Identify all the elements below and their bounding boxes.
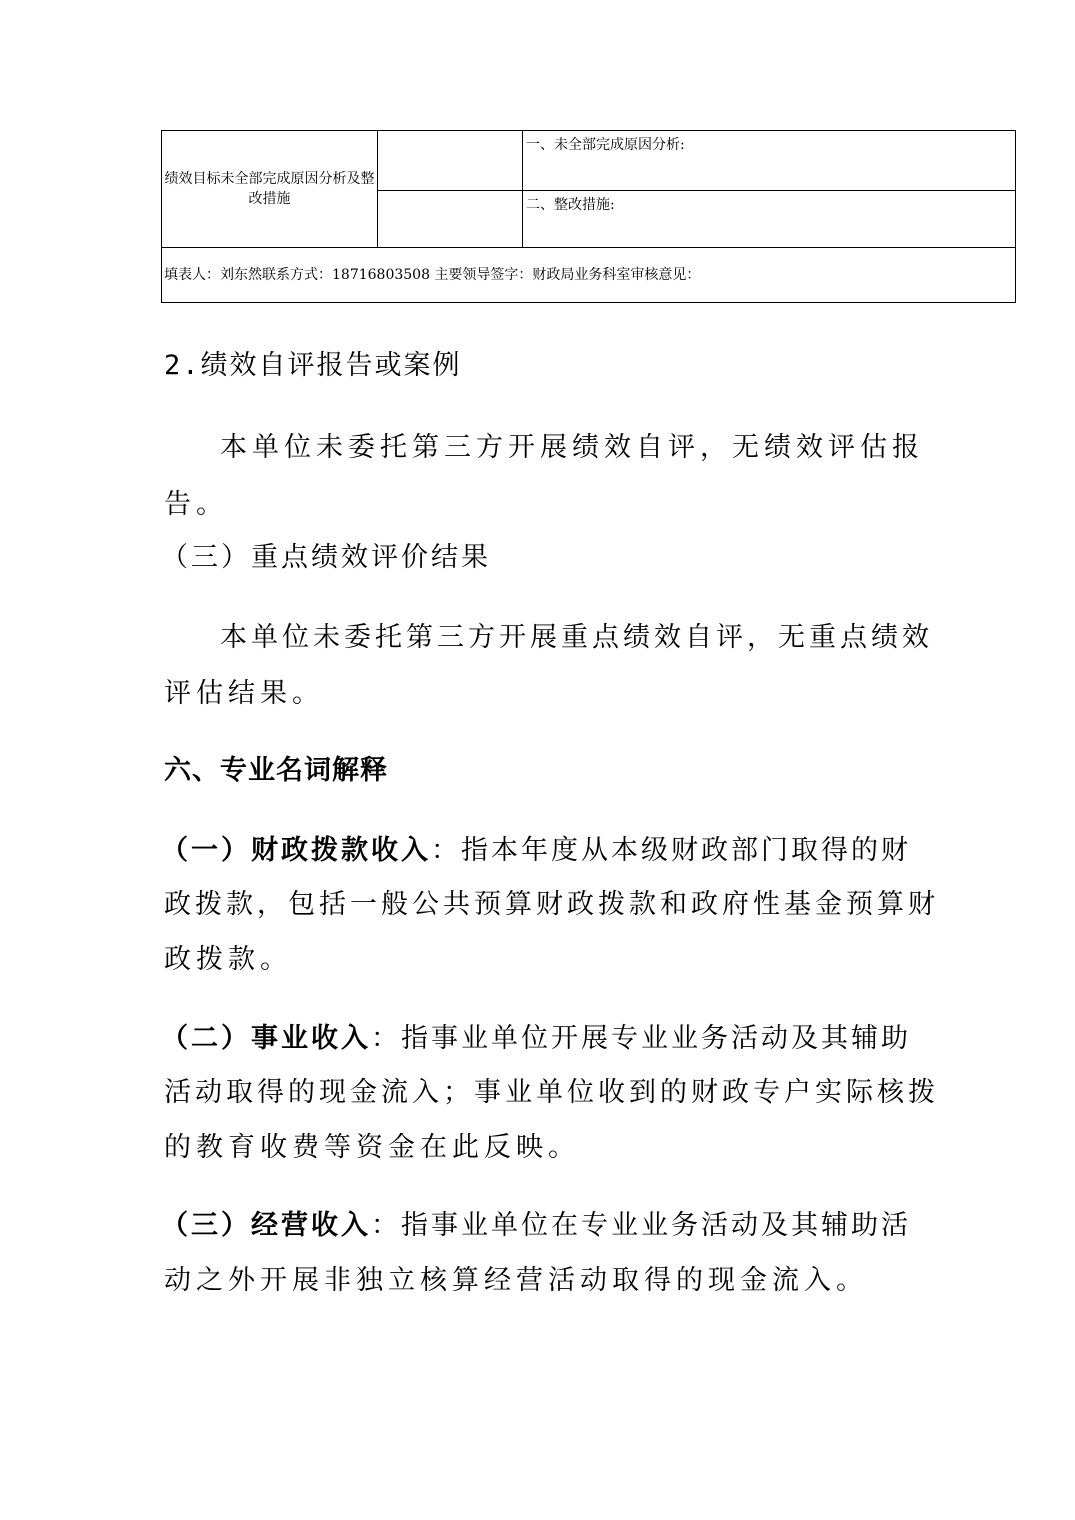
- blank-cell-2: [378, 191, 523, 248]
- glossary-item-2-definition-start: ：指事业单位开展专业业务活动及其辅助: [371, 1023, 911, 1054]
- glossary-item-2-line-2: 活动取得的现金流入；事业单位收到的财政专户实际核拨: [164, 1077, 939, 1108]
- section-2-heading: 2.绩效自评报告或案例: [164, 350, 462, 381]
- glossary-item-2-line-3: 的教育收费等资金在此反映。: [164, 1132, 580, 1163]
- performance-table: [161, 130, 1016, 303]
- rectification-measures-cell: [523, 191, 1015, 248]
- glossary-term-3: （三）经营收入: [161, 1210, 371, 1241]
- glossary-item-1-definition-start: ：指本年度从本级财政部门取得的财: [431, 835, 911, 866]
- glossary-item-1-line-2: 政拨款，包括一般公共预算财政拨款和政府性基金预算财: [164, 889, 939, 920]
- glossary-item-3-definition-start: ：指事业单位在专业业务活动及其辅助活: [371, 1210, 911, 1241]
- row-label-cell: [162, 131, 378, 248]
- glossary-item-1-line-3: 政拨款。: [164, 944, 292, 975]
- glossary-item-2-line-1: [161, 1016, 911, 1055]
- rectification-measures-heading: 二、整改措施:: [526, 197, 615, 213]
- reason-analysis-cell: [523, 131, 1015, 191]
- glossary-heading: 六、专业名词解释: [164, 755, 388, 786]
- glossary-item-1-line-1: [161, 828, 911, 867]
- section-3-paragraph-line-2: 评估结果。: [164, 678, 324, 709]
- section-3-paragraph-line-1: 本单位未委托第三方开展重点绩效自评，无重点绩效: [220, 622, 933, 653]
- row-label-text: 绩效目标未全部完成原因分析及整改措施: [164, 171, 375, 207]
- section-2-paragraph-line-1: 本单位未委托第三方开展绩效自评，无绩效评估报: [220, 432, 924, 463]
- filler-info-text: 填表人：刘东然联系方式：18716803508 主要领导签字：财政局业务科室审核意见：: [164, 267, 701, 283]
- filler-info-cell: [162, 248, 1015, 302]
- glossary-item-3-line-2: 动之外开展非独立核算经营活动取得的现金流入。: [164, 1265, 868, 1296]
- section-2-paragraph-line-2: 告。: [164, 489, 228, 520]
- glossary-term-1: （一）财政拨款收入: [161, 835, 431, 866]
- reason-analysis-heading: 一、未全部完成原因分析:: [526, 137, 685, 153]
- section-3-heading: （三）重点绩效评价结果: [161, 542, 491, 573]
- glossary-term-2: （二）事业收入: [161, 1023, 371, 1054]
- blank-cell-1: [378, 131, 523, 191]
- glossary-item-3-line-1: [161, 1203, 911, 1242]
